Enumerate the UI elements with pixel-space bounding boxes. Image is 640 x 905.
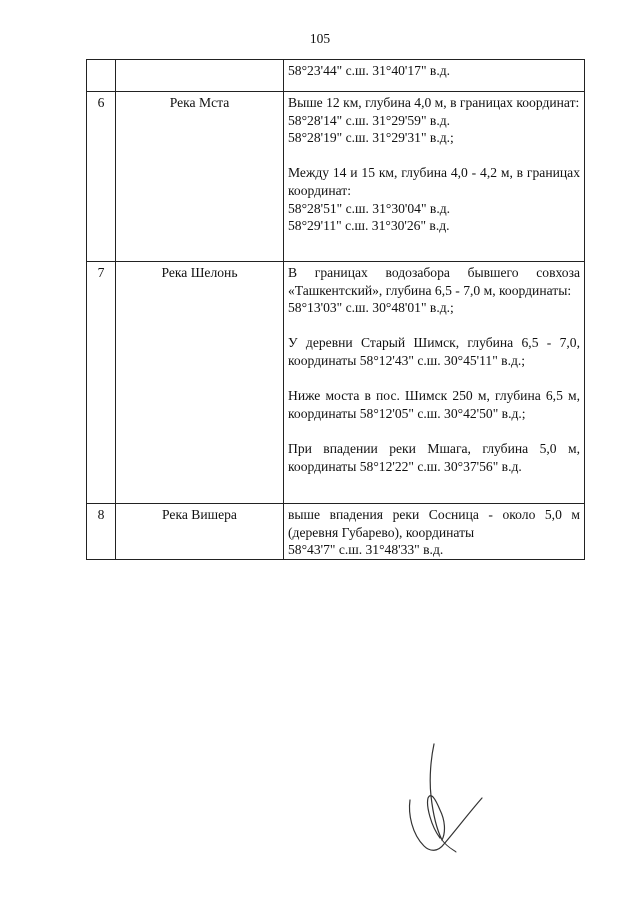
row-number <box>87 60 116 92</box>
table-row <box>87 504 585 560</box>
description-text: При впадении реки Мшага, глубина 5,0 м, координаты 58°12'22" с.ш. 30°37'56" в.д. <box>288 440 580 474</box>
description-paragraph <box>288 164 580 234</box>
description-paragraph <box>288 94 580 147</box>
description-paragraph <box>288 440 580 475</box>
description-text: выше впадения реки Сосница - около 5,0 м (деревня Губарево), координаты <box>288 507 580 540</box>
description-paragraph <box>288 387 580 422</box>
coordinate-line: 58°13'03" с.ш. 30°48'01" в.д.; <box>288 300 454 316</box>
page-number: 105 <box>309 31 331 46</box>
description-text: Ниже моста в пос. Шимск 250 м, глубина 6,5 м, координаты 58°12'05" с.ш. 30°42'50" в.д.; <box>288 388 580 421</box>
river-name: Река Мста <box>116 92 284 262</box>
description-paragraph <box>288 264 580 317</box>
river-name: Река Шелонь <box>116 262 284 504</box>
description-paragraph <box>288 506 580 559</box>
handwritten-signature <box>398 740 508 865</box>
coordinate-line: 58°28'14" с.ш. 31°29'59" в.д. <box>288 112 451 128</box>
table-row <box>87 262 585 504</box>
coordinate-line: 58°29'11" с.ш. 31°30'26" в.д. <box>288 218 450 234</box>
row-number: 6 <box>87 92 116 262</box>
description-text: У деревни Старый Шимск, глубина 6,5 - 7,0, координаты 58°12'43" с.ш. 30°45'11" в.д.; <box>288 335 580 368</box>
table-row <box>87 92 585 262</box>
coordinates-table <box>86 59 585 560</box>
row-number: 7 <box>87 262 116 504</box>
description-text: Выше 12 км, глубина 4,0 м, в границах координат: <box>288 95 580 110</box>
coordinate-line: 58°23'44" с.ш. 31°40'17" в.д. <box>288 63 451 78</box>
description-text: Между 14 и 15 км, глубина 4,0 - 4,2 м, в границах координат: <box>288 165 580 198</box>
description-paragraph <box>288 62 580 80</box>
location-description <box>284 92 585 262</box>
river-name: Река Вишера <box>116 504 284 560</box>
location-description <box>284 504 585 560</box>
coordinate-line: 58°28'19" с.ш. 31°29'31" в.д.; <box>288 130 454 146</box>
coordinate-line: 58°28'51" с.ш. 31°30'04" в.д. <box>288 200 451 216</box>
river-name <box>116 60 284 92</box>
row-number: 8 <box>87 504 116 560</box>
coordinate-line: 58°43'7" с.ш. 31°48'33" в.д. <box>288 542 444 558</box>
location-description <box>284 60 585 92</box>
location-description <box>284 262 585 504</box>
description-text: В границах водозабора бывшего совхоза «Ташкентский», глубина 6,5 - 7,0 м, координаты: <box>288 265 580 298</box>
table-row <box>87 60 585 92</box>
description-paragraph <box>288 334 580 369</box>
